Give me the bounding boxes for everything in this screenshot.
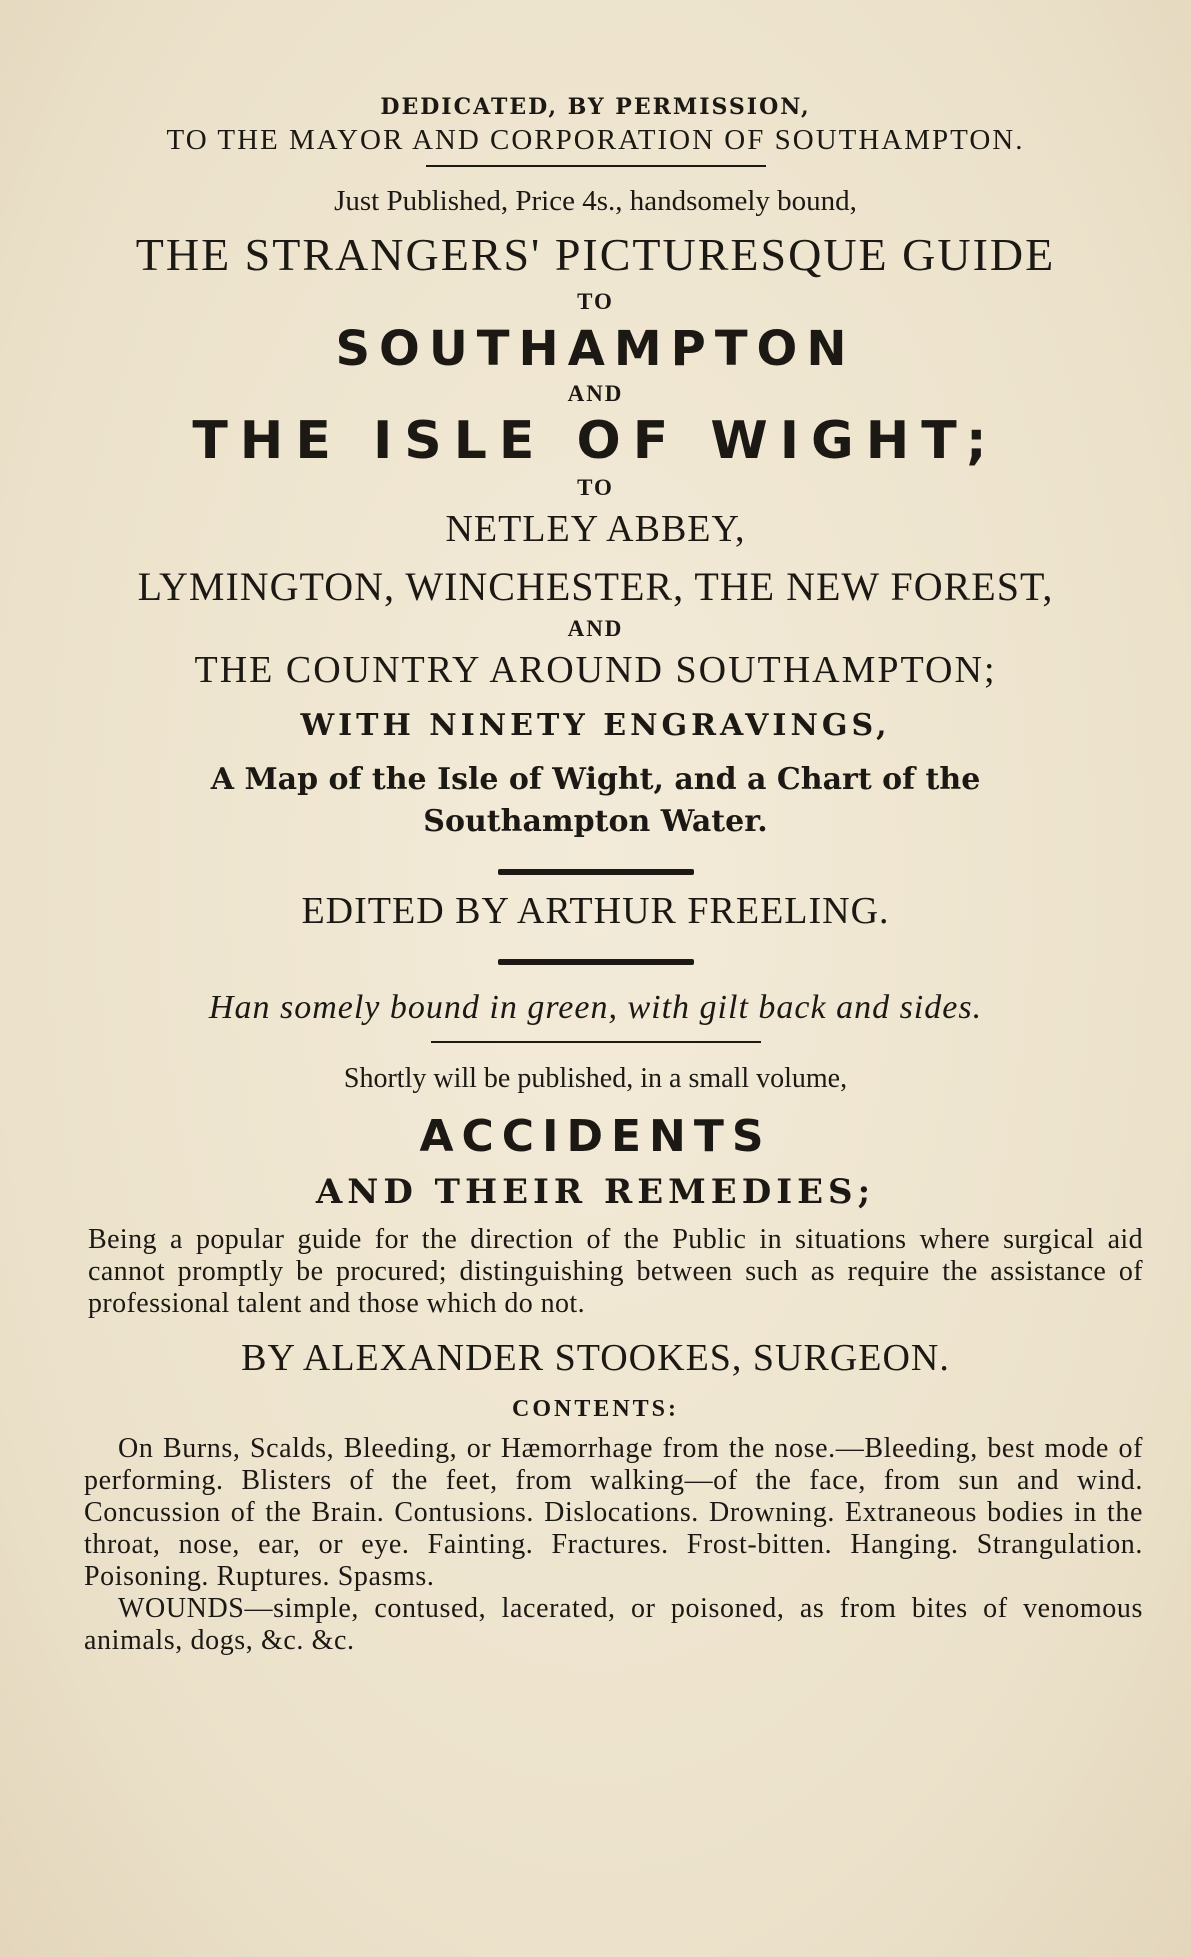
title-isle-of-wight: THE ISLE OF WIGHT; (192, 411, 999, 471)
title-country: THE COUNTRY AROUND SOUTHAMPTON; (194, 649, 997, 691)
forthcoming-notice: Shortly will be published, in a small volume, (343, 1063, 848, 1094)
thick-rule-1 (498, 869, 694, 875)
connector-to-1: TO (577, 289, 614, 314)
map-line-1: A Map of the Isle of Wight, and a Chart of the (210, 762, 981, 797)
title-places: LYMINGTON, WINCHESTER, THE NEW FOREST, (137, 564, 1054, 609)
connector-to-2: TO (577, 475, 614, 500)
accidents-title: ACCIDENTS (419, 1111, 772, 1162)
accidents-description: Being a popular guide for the direction of the Public in situations where surgical aid cannot promptly be procured; distinguishing between such as require the assistance of professional talent and those which do not. (88, 1224, 1143, 1319)
divider-rule-2 (431, 1041, 761, 1043)
connector-and-1: AND (567, 381, 624, 406)
contents-list: On Burns, Scalds, Bleeding, or Hæmorrhage from the nose.—Bleeding, best mode of performing. Blisters of the feet, from walking—of the face, from sun and wind. Concussion of the Brain. Contusions. Dislocations. Drowning. Extraneous bodies in the throat, nose, ear, or eye. Fainting. Fractures. Frost-bitten. Hanging. Strangulation. Poisoning. Ruptures. Spasms. (84, 1433, 1143, 1592)
publication-notice: Just Published, Price 4s., handsomely bound, (334, 185, 857, 217)
title-netley-abbey: NETLEY ABBEY, (445, 508, 746, 550)
binding-note: Han somely bound in green, with gilt back and sides. (208, 989, 983, 1026)
guide-title: THE STRANGERS' PICTURESQUE GUIDE (135, 229, 1056, 280)
map-line-2: Southampton Water. (423, 804, 768, 839)
connector-and-2: AND (567, 616, 624, 641)
dedication-line-1: DEDICATED, BY PERMISSION, (380, 94, 811, 120)
dedication-line-2: TO THE MAYOR AND CORPORATION OF SOUTHAMPTON. (166, 124, 1025, 156)
thick-rule-2 (498, 959, 694, 965)
map-line (40, 759, 1151, 843)
author-line: BY ALEXANDER STOOKES, SURGEON. (241, 1337, 950, 1379)
title-southampton: SOUTHAMPTON (335, 321, 856, 377)
divider-rule (426, 165, 766, 167)
editor-line: EDITED BY ARTHUR FREELING. (301, 890, 890, 932)
engravings-line: WITH NINETY ENGRAVINGS, (300, 708, 891, 743)
contents-heading: CONTENTS: (511, 1396, 680, 1422)
accidents-subtitle: AND THEIR REMEDIES; (315, 1172, 876, 1212)
contents-wounds: WOUNDS—simple, contused, lacerated, or poisoned, as from bites of venomous animals, dogs, &c. &c. (84, 1593, 1143, 1656)
